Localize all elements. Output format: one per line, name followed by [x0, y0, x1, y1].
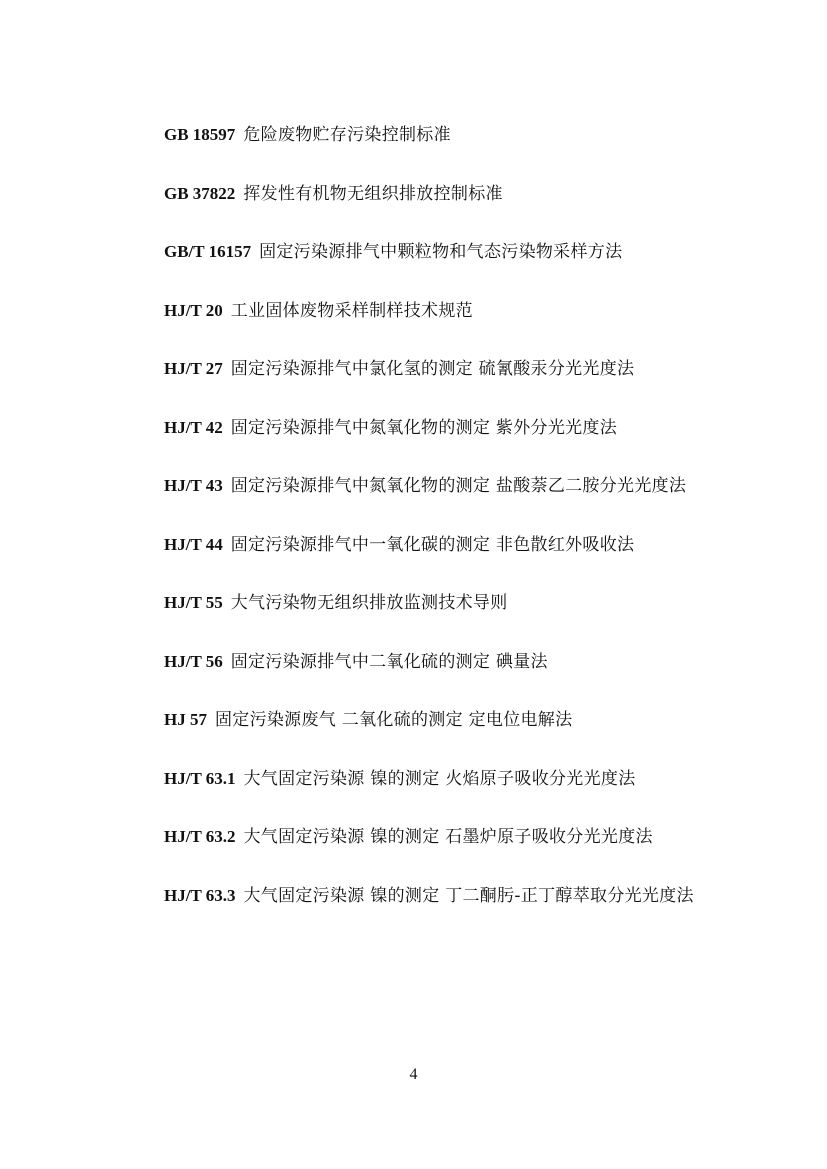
- standard-entry: [124, 282, 704, 341]
- standard-code: GB 18597: [164, 125, 236, 144]
- standard-code: HJ/T 42: [164, 417, 223, 437]
- standard-entry: [124, 574, 704, 633]
- standard-code: HJ/T 63.3: [164, 885, 236, 905]
- standard-title: 挥发性有机物无组织排放控制标准: [243, 183, 503, 204]
- standard-code: GB 37822: [164, 183, 236, 203]
- standard-entry: [124, 750, 704, 809]
- standard-entry: [124, 223, 704, 282]
- standard-title: 大气污染物无组织排放监测技术导则: [230, 593, 508, 613]
- standards-list: [124, 106, 704, 925]
- standard-title: 工业固体废物采样制样技术规范: [230, 300, 473, 321]
- standard-code: HJ/T 56: [164, 651, 223, 671]
- standard-code: HJ/T 27: [164, 359, 223, 378]
- standard-title: 固定污染源排气中颗粒物和气态污染物采样方法: [259, 242, 623, 262]
- standard-entry: [124, 165, 704, 224]
- standard-title: 固定污染源排气中一氧化碳的测定 非色散红外吸收法: [230, 534, 635, 555]
- standard-title: 固定污染源排气中二氧化硫的测定 碘量法: [230, 651, 548, 672]
- standard-title: 固定污染源排气中氮氧化物的测定 紫外分光光度法: [230, 417, 618, 438]
- standard-entry: [124, 106, 704, 165]
- standard-title: 危险废物贮存污染控制标准: [243, 125, 451, 145]
- standard-title: 固定污染源排气中氮氧化物的测定 盐酸萘乙二胺分光光度法: [230, 476, 687, 496]
- standard-code: HJ/T 63.1: [164, 768, 236, 788]
- standard-entry: [124, 633, 704, 692]
- standard-entry: [124, 399, 704, 458]
- standard-title: 大气固定污染源 镍的测定 石墨炉原子吸收分光光度法: [243, 827, 653, 847]
- standard-code: HJ/T 44: [164, 534, 223, 554]
- standard-code: HJ/T 20: [164, 300, 223, 320]
- standard-code: HJ/T 43: [164, 476, 223, 495]
- standard-title: 大气固定污染源 镍的测定 丁二酮肟-正丁醇萃取分光光度法: [243, 885, 694, 906]
- standard-code: HJ/T 55: [164, 593, 223, 612]
- page-number: 4: [409, 1066, 418, 1083]
- standard-title: 固定污染源排气中氯化氢的测定 硫氰酸汞分光光度法: [230, 359, 635, 379]
- standard-title: 大气固定污染源 镍的测定 火焰原子吸收分光光度法: [243, 768, 636, 789]
- standard-code: HJ/T 63.2: [164, 827, 236, 846]
- standard-entry: [124, 867, 704, 926]
- standard-entry: [124, 516, 704, 575]
- standard-entry: [124, 808, 704, 867]
- standard-code: GB/T 16157: [164, 242, 252, 261]
- standard-code: HJ 57: [164, 710, 207, 729]
- standard-entry: [124, 691, 704, 750]
- standard-title: 固定污染源废气 二氧化硫的测定 定电位电解法: [214, 710, 573, 730]
- standard-entry: [124, 340, 704, 399]
- standard-entry: [124, 457, 704, 516]
